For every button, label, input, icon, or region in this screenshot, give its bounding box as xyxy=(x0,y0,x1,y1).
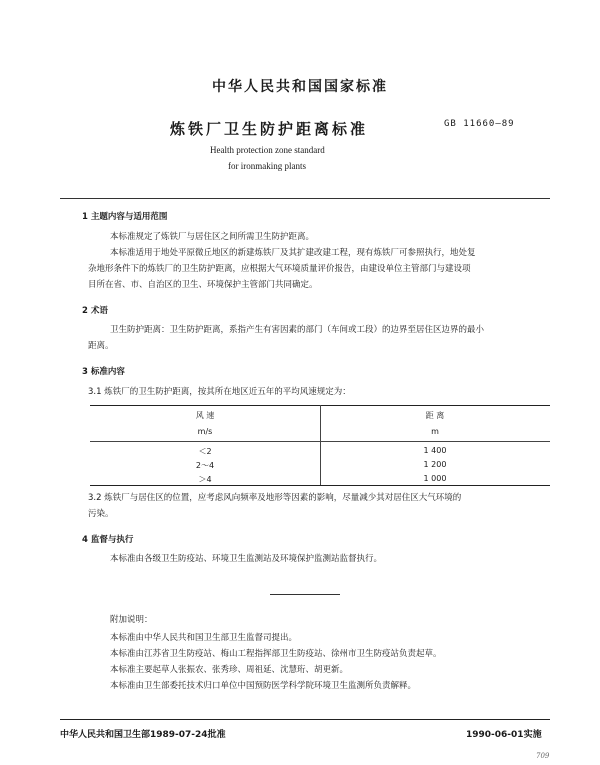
appendix-heading: 附加说明： xyxy=(110,615,153,625)
col-distance-header: 距 离 xyxy=(425,411,445,420)
table-cell-distance: 1 400 xyxy=(423,446,447,455)
appendix-separator xyxy=(270,594,340,595)
section-1-heading: 1 主题内容与适用范围 xyxy=(82,212,168,222)
section-4-para: 本标准由各级卫生防疫站、环境卫生监测站及环境保护监测站监督执行。 xyxy=(110,554,383,564)
section-1-para-2-line-3: 目所在省、市、自治区的卫生、环境保护主管部门共同确定。 xyxy=(88,280,318,290)
appendix-line-2: 本标准由江苏省卫生防疫站、梅山工程指挥部卫生防疫站、徐州市卫生防疫站负责起草。 xyxy=(110,649,442,659)
table-cell-distance: 1 200 xyxy=(423,460,447,469)
section-4-heading: 4 监督与执行 xyxy=(82,535,134,545)
appendix-line-3: 本标准主要起草人张振农、张秀珍、周祖延、沈慧珩、胡更新。 xyxy=(110,665,349,675)
table-cell-wind: 2～4 xyxy=(195,461,215,470)
clause-3-2-line-1: 3.2 炼铁厂与居住区的位置，应考虑风向频率及地形等因素的影响，尽量减少其对居住区大气环境的 xyxy=(88,493,462,503)
table-cell-wind: ＜2 xyxy=(198,447,212,456)
standard-title: 炼铁厂卫生防护距离标准 xyxy=(170,120,369,138)
col-wind-header: 风 速 xyxy=(195,411,215,420)
table-header-rule xyxy=(90,441,550,442)
table-cell-distance: 1 000 xyxy=(423,474,447,483)
section-2-para-line-1: 卫生防护距离：卫生防护距离，系指产生有害因素的部门（车间或工段）的边界至居住区边界的最小 xyxy=(110,325,485,335)
appendix-line-1: 本标准由中华人民共和国卫生部卫生监督司提出。 xyxy=(110,633,298,643)
standard-code: GB 11660—89 xyxy=(444,119,515,129)
table-cell-wind: ＞4 xyxy=(198,475,212,484)
english-title-line2: for ironmaking plants xyxy=(228,161,306,171)
section-2-para-line-2: 距离。 xyxy=(88,341,114,351)
section-3-heading: 3 标准内容 xyxy=(82,367,125,377)
section-1-para-2-line-2: 杂地形条件下的炼铁厂的卫生防护距离，应根据大气环境质量评价报告，由建设单位主管部门与建设项 xyxy=(88,264,471,274)
header-divider xyxy=(60,198,550,199)
nation-standard-title: 中华人民共和国国家标准 xyxy=(212,79,388,95)
col-distance-unit: m xyxy=(431,427,439,436)
footer-divider xyxy=(60,719,550,720)
section-1-para-2-line-1: 本标准适用于地处平原微丘地区的新建炼铁厂及其扩建改建工程，现有炼铁厂可参照执行，地处复 xyxy=(110,248,476,258)
col-wind-unit: m/s xyxy=(197,427,213,436)
clause-3-1: 3.1 炼铁厂的卫生防护距离，按其所在地区近五年的平均风速规定为： xyxy=(88,387,351,397)
approval-statement: 中华人民共和国卫生部1989-07-24批准 xyxy=(60,730,226,740)
appendix-line-4: 本标准由卫生部委托技术归口单位中国预防医学科学院环境卫生监测所负责解释。 xyxy=(110,681,417,691)
page-number: 709 xyxy=(536,752,550,760)
section-1-para-1: 本标准规定了炼铁厂与居住区之间所需卫生防护距离。 xyxy=(110,232,315,242)
clause-3-2-line-2: 污染。 xyxy=(88,509,114,519)
effective-date: 1990-06-01实施 xyxy=(466,730,542,740)
table-bottom-rule xyxy=(90,485,550,486)
section-2-heading: 2 术语 xyxy=(82,306,108,316)
english-title-line1: Health protection zone standard xyxy=(210,145,325,155)
